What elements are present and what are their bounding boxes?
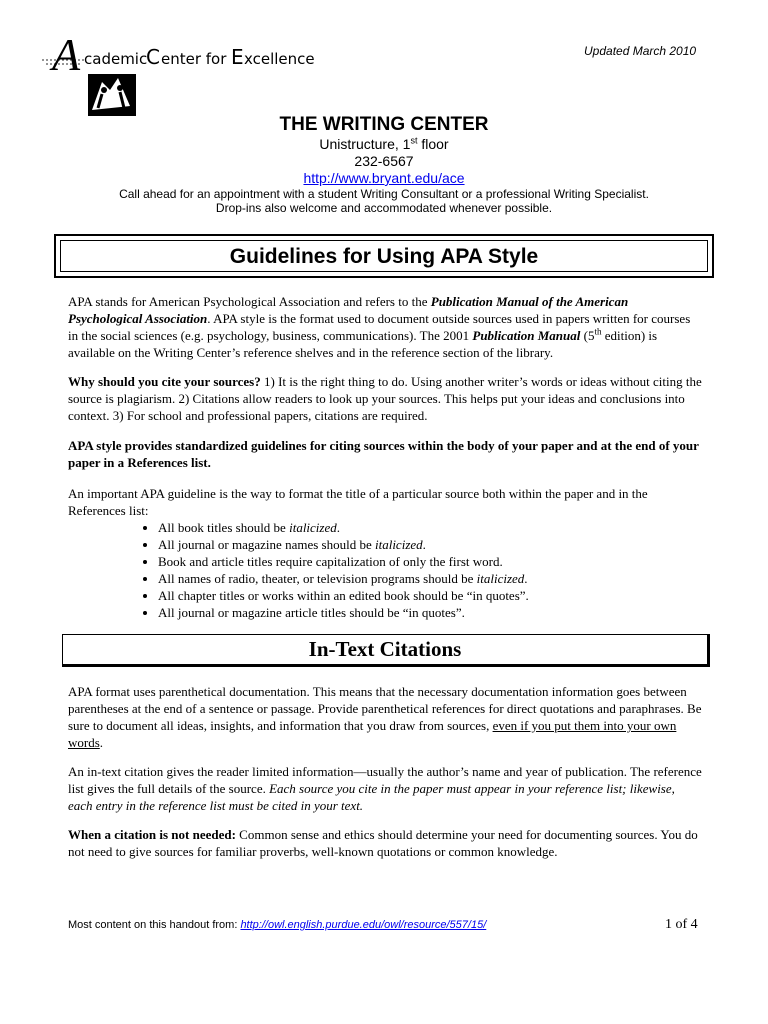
phone-number: 232-6567 xyxy=(354,153,414,169)
list-item: • All chapter titles or works within an edited book should be “in quotes”. xyxy=(158,587,702,604)
logo-word-excellence: xcellence xyxy=(244,50,315,68)
logo-word-center-for: enter for xyxy=(161,50,227,68)
list-item: • Book and article titles require capitalization of only the first word. xyxy=(158,553,702,570)
logo-e-letter: E xyxy=(231,45,244,69)
logo-c-letter: C xyxy=(146,45,160,69)
academic-center-logo xyxy=(38,30,318,118)
updated-date: Updated March 2010 xyxy=(584,44,697,58)
footer-source: Most content on this handout from: http://owl.english.purdue.edu/owl/resource/557/15/ xyxy=(68,919,487,931)
purdue-owl-link[interactable]: http://owl.english.purdue.edu/owl/resource/557/15/ xyxy=(240,919,487,931)
apa-guidelines-banner xyxy=(54,234,714,278)
logo-figures-icon xyxy=(88,74,136,116)
standardized-guidelines-paragraph: APA style provides standardized guidelines for citing sources within the body of your paper and at the end of your paper in a References list. xyxy=(68,438,699,470)
in-text-citations-banner: In-Text Citations xyxy=(62,634,710,667)
list-item: • All journal or magazine names should be italicized. xyxy=(158,536,702,553)
logo-a-letter: A xyxy=(52,30,81,80)
citation-not-needed-paragraph: When a citation is not needed: Common sense and ethics should determine your need for documenting sources. You do not need to give sources for familiar proverbs, well-known quotations or common knowledge. xyxy=(68,827,698,859)
in-text-citation-paragraph: An in-text citation gives the reader limited information—usually the author’s name and year of publication. The reference list gives the full details of the source. Each source you cite in the paper must appear in your reference list; likewise, each entry in the reference list must be cited in your text. xyxy=(68,764,702,813)
list-item: • All book titles should be italicized. xyxy=(158,519,702,536)
ace-website-link[interactable]: http://www.bryant.edu/ace xyxy=(303,170,465,186)
location: Unistructure, 1st floor xyxy=(319,135,449,152)
dropin-note: Drop-ins also welcome and accommodated whenever possible. xyxy=(215,201,553,215)
title-format-paragraph: An important APA guideline is the way to format the title of a particular source both within the paper and in the References list: • All book titles should be italicized. • All journal or magazine names should be italicized. • Book and article titles require capitalization of only the first word. • All names of radio, theater, or television programs should be italicized. • All chapter titles or works within an edited book should be “in quotes”. • All journal or magazine article titles should be “in quotes”. xyxy=(68,485,702,621)
apa-guidelines-title: Guidelines for Using APA Style xyxy=(60,240,708,272)
title-format-list xyxy=(68,519,702,621)
writing-center-title: THE WRITING CENTER xyxy=(279,114,489,135)
writing-center-header xyxy=(0,114,768,215)
apa-intro-paragraph: APA stands for American Psychological Association and refers to the Publication Manual of the American Psychological Association. APA style is the format used to document outside sources used in papers written for courses in the social sciences (e.g. psychology, business, communications). The 2001 Publication Manual (5th edition) is available on the Writing Center’s reference shelves and in the reference section of the library. xyxy=(68,294,691,360)
parenthetical-paragraph: APA format uses parenthetical documentation. This means that the necessary documentation information goes between parentheses at the end of a sentence or passage. Provide parenthetical references for direct quotations and paraphrases. Be sure to document all ideas, insights, and information that you draw from sources, even if you put them into your own words. xyxy=(68,684,702,750)
page-number: 1 of 4 xyxy=(665,917,698,932)
list-item: • All names of radio, theater, or television programs should be italicized. xyxy=(158,570,702,587)
why-cite-paragraph: Why should you cite your sources? 1) It is the right thing to do. Using another writer’s words or ideas without citing the source is plagiarism. 2) Citations allow readers to look up your sources. This helps put your ideas and conclusions into context. 3) For school and professional papers, citations are required. xyxy=(68,374,702,423)
list-item: • All journal or magazine article titles should be “in quotes”. xyxy=(158,604,702,621)
logo-word-academic: cademic xyxy=(84,50,148,68)
appointment-note: Call ahead for an appointment with a student Writing Consultant or a professional Writing Specialist. xyxy=(119,187,649,201)
